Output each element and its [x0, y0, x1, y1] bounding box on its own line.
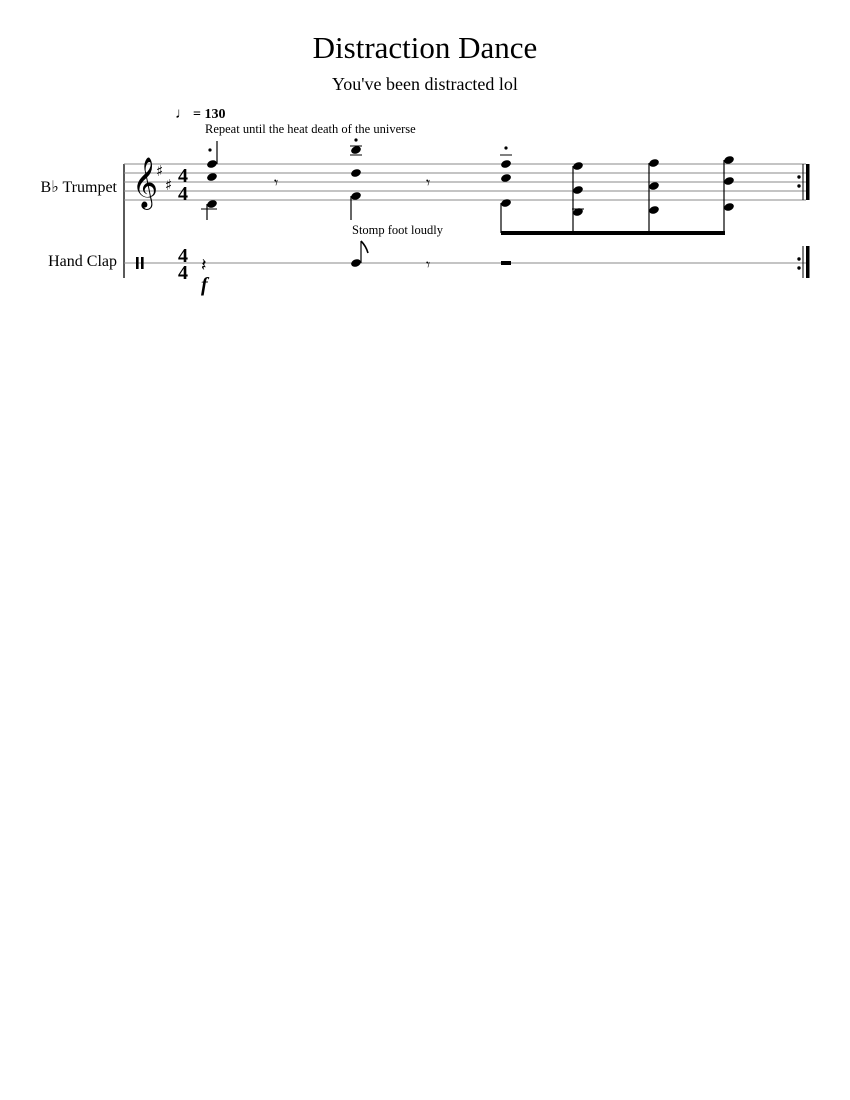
- trumpet-chord: [723, 155, 735, 233]
- tempo-value: = 130: [193, 107, 226, 122]
- instrument-label-trumpet: B♭ Trumpet: [40, 179, 117, 196]
- dynamic-forte: f: [201, 274, 208, 296]
- trumpet-chord: [648, 158, 660, 233]
- staccato-dot: [354, 138, 357, 141]
- beam: [501, 231, 725, 235]
- score-title: Distraction Dance: [312, 30, 538, 65]
- instrument-label-handclap: Hand Clap: [48, 253, 117, 270]
- time-signature-bottom: 4: [178, 262, 188, 284]
- sharp-icon: ♯: [165, 176, 173, 194]
- sharp-icon: ♯: [156, 162, 164, 180]
- trumpet-staff: [124, 164, 806, 200]
- trumpet-chord: [572, 161, 584, 233]
- half-rest-icon: [501, 261, 511, 265]
- clap-note: [350, 241, 368, 268]
- quarter-rest-icon: 𝄽: [201, 255, 207, 276]
- eighth-rest-icon: 𝄾: [426, 173, 431, 192]
- eighth-rest-icon: 𝄾: [426, 255, 431, 274]
- repeat-instruction: Repeat until the heat death of the universe: [205, 122, 416, 136]
- time-signature-top: 4: [178, 245, 188, 267]
- eighth-rest-icon: 𝄾: [274, 173, 279, 192]
- staccato-dot: [208, 148, 211, 151]
- trumpet-chord: [201, 141, 218, 220]
- time-signature-bottom: 4: [178, 183, 188, 205]
- score-subtitle: You've been distracted lol: [332, 74, 518, 94]
- time-signature-top: 4: [178, 165, 188, 187]
- trumpet-chord: [500, 146, 512, 233]
- repeat-barline: [797, 246, 809, 278]
- stomp-instruction: Stomp foot loudly: [352, 223, 443, 237]
- trumpet-chord: [350, 138, 362, 220]
- quarter-note-icon: ♩: [175, 106, 190, 122]
- staccato-dot: [504, 146, 507, 149]
- treble-clef-icon: 𝄞: [132, 157, 159, 208]
